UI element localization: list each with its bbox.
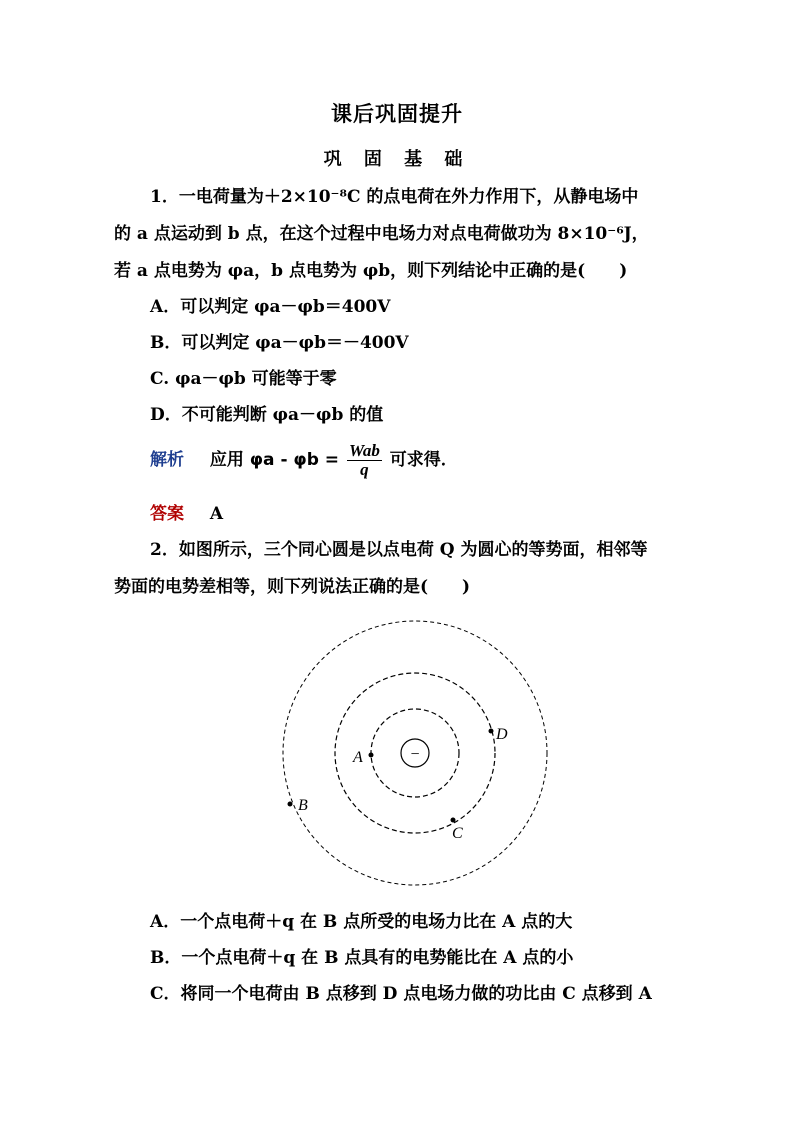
q2-option-b: B．一个点电荷＋q 在 B 点具有的电势能比在 A 点的小 xyxy=(150,948,574,968)
q1-option-d: D．不可能判断 φa－φb 的值 xyxy=(150,405,384,425)
q1-option-b: B．可以判定 φa－φb＝－400V xyxy=(150,333,409,353)
q1-option-a: A．可以判定 φa－φb＝400V xyxy=(150,297,391,317)
q1-analysis xyxy=(150,440,458,480)
page-title: 课后巩固提升 xyxy=(331,101,463,126)
point-c-label: C xyxy=(452,825,463,842)
q1-answer xyxy=(150,503,223,525)
analysis-formula-post: 可求得． xyxy=(389,450,458,470)
fraction-numerator: Wab xyxy=(348,440,380,460)
point-b-dot xyxy=(288,802,293,807)
section-heading: 巩 固 基 础 xyxy=(323,149,471,170)
point-d-dot xyxy=(489,729,494,734)
analysis-formula-pre: 应用 φa - φb = xyxy=(209,450,340,470)
answer-label: 答案 xyxy=(150,504,184,524)
point-d-label: D xyxy=(496,726,508,743)
concentric-circles-figure xyxy=(270,616,570,900)
q2-option-a: A．一个点电荷＋q 在 B 点所受的电场力比在 A 点的大 xyxy=(150,912,573,932)
negative-sign-label: − xyxy=(410,746,420,763)
fraction-denominator: q xyxy=(360,459,369,479)
point-c-dot xyxy=(451,818,456,823)
q1-option-c: C. φa－φb 可能等于零 xyxy=(150,369,337,389)
analysis-fraction xyxy=(347,442,382,479)
q2-line-2: 势面的电势差相等，则下列说法正确的是( ) xyxy=(114,577,471,597)
q1-line-2: 的 a 点运动到 b 点，在这个过程中电场力对点电荷做功为 8×10⁻⁶J， xyxy=(114,224,649,244)
q1-line-3: 若 a 点电势为 φa，b 点电势为 φb，则下列结论中正确的是( ) xyxy=(114,261,628,281)
q2-option-c: C．将同一个电荷由 B 点移到 D 点电场力做的功比由 C 点移到 A xyxy=(150,984,652,1004)
q1-line-1: 1．一电荷量为＋2×10⁻⁸C 的点电荷在外力作用下，从静电场中 xyxy=(150,187,639,207)
q2-line-1: 2．如图所示，三个同心圆是以点电荷 Q 为圆心的等势面，相邻等 xyxy=(150,540,648,560)
analysis-label: 解析 xyxy=(150,450,184,470)
answer-value: A xyxy=(209,504,224,524)
point-a-dot xyxy=(369,753,374,758)
point-a-label: A xyxy=(353,749,363,766)
point-b-label: B xyxy=(298,797,308,814)
